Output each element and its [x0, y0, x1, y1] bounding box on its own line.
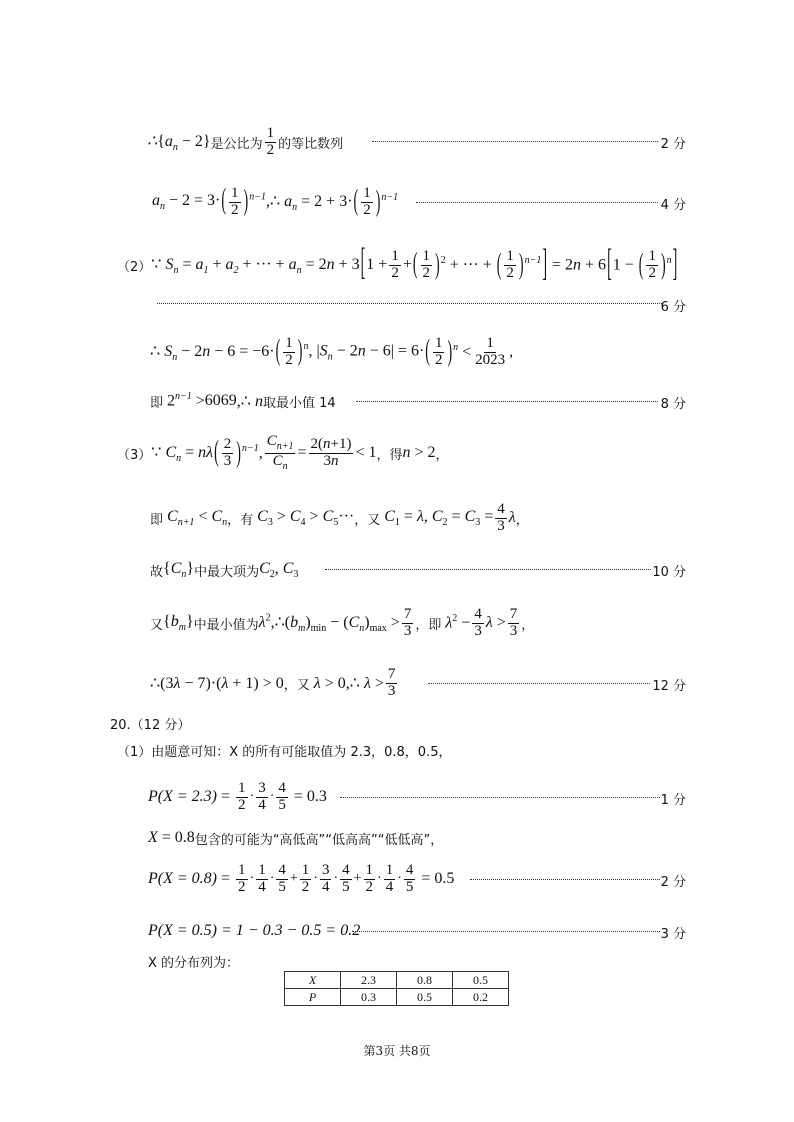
title-text: 20.（12 分）: [110, 717, 191, 733]
fraction-1-4: $\frac{1}{4}$: [385, 861, 394, 895]
comma: ,: [509, 343, 514, 360]
fraction-half: $\frac{1}{2}$: [285, 334, 293, 368]
prefix: 即: [150, 395, 164, 411]
fraction-4-5: $\frac{4}{5}$: [278, 861, 286, 895]
equals: =: [217, 788, 235, 805]
formula: $2^{n-1}$ >: [163, 391, 205, 410]
table-cell: P: [285, 989, 341, 1006]
fraction-4-3: $\frac{4}{3}$: [474, 605, 482, 639]
table-cell: 2.3: [341, 972, 397, 989]
statement-text: 是公比为: [210, 136, 263, 152]
formula: ,∴ n: [236, 393, 263, 410]
text: 中最大项为: [194, 564, 260, 580]
line-p-2-3: [148, 776, 327, 818]
line-sum-sn: [117, 240, 678, 290]
dot: ·: [249, 789, 255, 804]
fraction-1-2023: $\frac{1}{2023}$: [475, 334, 506, 368]
part-label: （2）: [117, 259, 152, 275]
formula: $\{C_n\}$: [163, 559, 195, 581]
fraction-half: $\frac{1}{2}$: [391, 247, 399, 281]
line-lambda-result: [150, 660, 399, 706]
fraction-2-3: $\frac{2}{3}$: [223, 435, 232, 469]
line-general-term: [152, 180, 398, 224]
fraction-half: $\frac{1}{2}$: [266, 124, 275, 158]
formula: )$^n$]: [660, 245, 678, 286]
dot: ·: [377, 871, 382, 886]
fraction-half: $\frac{1}{2}$: [434, 334, 443, 368]
prob-lhs: P(X = 0.8): [148, 870, 217, 887]
equals: =: [417, 870, 435, 887]
formula: ∵ $S_n = a_1 + a_2$ + ··· + $a_n = 2n + 3[1$ +: [151, 244, 388, 285]
line-min-n: [150, 388, 336, 414]
formula: $C_{n+1} < C_n$: [163, 507, 228, 529]
fraction-2n1-3n: $\frac{2(n+1)}{3n}$: [310, 435, 352, 469]
formula: $C_2$, $C_3$: [259, 559, 299, 581]
formula: $\therefore\{a_n - 2\}$: [147, 132, 211, 154]
equals: =: [289, 788, 307, 805]
line-cn-ratio: [117, 430, 449, 476]
tail-text: 取最小值 14: [262, 395, 336, 411]
end-comma: ，: [435, 447, 449, 463]
dotted-leader: [356, 401, 658, 402]
part-label: （3）: [117, 447, 152, 463]
fraction-1-4: $\frac{1}{4}$: [258, 861, 266, 895]
table-cell: 0.8: [397, 972, 453, 989]
fraction-7-3: $\frac{7}{3}$: [403, 605, 412, 639]
table-cell: 0.5: [397, 989, 453, 1006]
dotted-leader: [157, 303, 662, 304]
dot: ·: [313, 871, 318, 886]
score-mark: 8 分: [660, 397, 686, 412]
plus: +: [289, 871, 298, 886]
score-mark: 4 分: [660, 198, 686, 213]
distribution-label: [148, 950, 239, 972]
score-mark: 3 分: [660, 927, 686, 942]
formula: )$^{n-1}$] = 2n + 6[1 − (: [518, 245, 644, 286]
formula: $a_n - 2 = 3\cdot$(: [152, 185, 227, 217]
table-cell: 0.2: [453, 989, 509, 1006]
mid-text: ，即: [415, 617, 442, 633]
formula: )$^n$, $|S_n - 2n - 6| = 6\cdot$(: [297, 335, 430, 368]
formula: $C_3 > C_4 > C_5\cdot\cdot\cdot$: [253, 507, 355, 529]
formula: λ >: [485, 614, 506, 631]
line-bm-min: [150, 600, 534, 646]
score-mark: 2 分: [660, 137, 686, 152]
fraction-4-5: $\frac{4}{5}$: [405, 861, 414, 895]
fraction-half: $\frac{1}{2}$: [363, 184, 371, 218]
line-geometric-statement: [147, 122, 343, 162]
fraction-1-2: $\frac{1}{2}$: [238, 861, 246, 895]
fraction-4-5: $\frac{4}{5}$: [278, 779, 286, 813]
score-mark: 12 分: [652, 679, 686, 694]
dotted-leader: [352, 931, 660, 932]
question-20-title: [110, 712, 190, 734]
fraction-7-3: $\frac{7}{3}$: [509, 605, 518, 639]
dot: ·: [269, 871, 275, 886]
dotted-leader: [428, 683, 650, 684]
mid-text-2: ，又: [354, 512, 381, 528]
dot: ·: [269, 789, 275, 804]
fraction-7-3: $\frac{7}{3}$: [387, 665, 396, 699]
fraction-4-5: $\frac{4}{5}$: [342, 861, 350, 895]
table-row: [285, 972, 509, 989]
question-20-intro: [117, 738, 451, 762]
equals: =: [297, 444, 307, 461]
mid-text: ，又: [283, 677, 310, 693]
prefix: 故: [150, 564, 164, 580]
formula: +(: [402, 249, 418, 281]
score-mark: 2 分: [660, 875, 686, 890]
fraction-half: $\frac{1}{2}$: [506, 247, 514, 281]
fraction-3-4: $\frac{3}{4}$: [321, 861, 330, 895]
line-inequality: [150, 330, 513, 374]
formula: )$^{n-1}$: [375, 186, 399, 219]
mid-text: ，有: [227, 512, 254, 528]
tail-text: ，得: [376, 447, 403, 463]
table-cell: 0.3: [341, 989, 397, 1006]
score-mark: 6 分: [660, 300, 686, 315]
intro-text: （1）由题意可知：X 的所有可能取值为 2.3，0.8，0.5，: [117, 744, 452, 760]
note-text: 包含的可能为“高低高”“低高高”“低低高”，: [194, 832, 444, 848]
fraction-half: $\frac{1}{2}$: [231, 184, 239, 218]
statement-tail: 的等比数列: [278, 136, 344, 152]
line-p-0-8: [148, 858, 454, 900]
formula: $C_1 = \lambda$, $C_2 = C_3$ =: [380, 507, 494, 529]
end-comma: ，: [515, 512, 529, 528]
dotted-leader: [470, 879, 660, 880]
prob-lhs: P(X = 2.3): [148, 788, 217, 805]
prefix: 又: [150, 617, 164, 633]
plus: +: [353, 871, 362, 886]
dot: ·: [333, 871, 339, 886]
dotted-leader: [340, 797, 660, 798]
prob-expression: P(X = 0.5) = 1 − 0.3 − 0.5 = 0.2: [148, 922, 361, 939]
score-mark: 1 分: [660, 793, 686, 808]
prob-result: 0.5: [434, 870, 455, 887]
table-cell: X: [285, 972, 341, 989]
line-max-term: [150, 556, 298, 584]
fraction-half: $\frac{1}{2}$: [422, 247, 431, 281]
fraction-3-4: $\frac{3}{4}$: [258, 779, 266, 813]
line-x-0-8-note: [148, 826, 443, 850]
prob-result: 0.3: [306, 788, 327, 805]
dot: ·: [249, 871, 255, 886]
line-cn-order: [150, 496, 529, 540]
fraction-half: $\frac{1}{2}$: [648, 247, 656, 281]
formula: $\{b_m\}$: [163, 612, 194, 634]
fraction-1-2: $\frac{1}{2}$: [365, 861, 374, 895]
dotted-leader: [372, 141, 658, 142]
fraction-1-2: $\frac{1}{2}$: [301, 861, 310, 895]
lambda: λ: [508, 509, 516, 526]
fraction-4-3: $\frac{4}{3}$: [497, 500, 505, 534]
fraction-ratio: $\frac{C_{n+1}}{C_n}$: [266, 433, 294, 472]
dotted-leader: [325, 569, 651, 570]
formula: )$^{n-1}$,: [236, 437, 263, 470]
dot: ·: [397, 871, 402, 886]
line-p-0-5: [148, 918, 360, 944]
equals: =: [217, 870, 235, 887]
end-comma: ，: [521, 617, 535, 633]
formula: ∵ $C_n = n\lambda$(: [151, 437, 219, 469]
formula: )$^{n-1}$,∴ $a_n = 2 + 3\cdot$(: [243, 186, 359, 218]
formula: )$^2$ + ··· + (: [435, 249, 502, 282]
text: 中最小值为: [193, 617, 259, 633]
formula: )$^n$ <: [447, 336, 472, 369]
label-text: X 的分布列为：: [148, 955, 240, 971]
formula: $\lambda^2$ −: [441, 613, 471, 632]
score-mark: 10 分: [652, 565, 686, 580]
prefix: 即: [150, 512, 164, 528]
formula: n > 2: [402, 444, 436, 461]
formula: λ > 0,∴ λ >: [309, 675, 384, 692]
table-row: [285, 989, 509, 1006]
formula: $\lambda^2,\therefore(b_m)_{min} - (C_n)_{max}$ >: [258, 612, 400, 635]
value: 6069: [204, 392, 237, 409]
page-footer: 第3页 共8页: [363, 1044, 431, 1058]
formula: ∴(3λ − 7)·(λ + 1) > 0: [150, 675, 284, 692]
table-cell: 0.5: [453, 972, 509, 989]
distribution-table: [284, 971, 509, 1006]
lt-one: < 1: [355, 444, 377, 461]
dotted-leader: [416, 202, 658, 203]
fraction-1-2: $\frac{1}{2}$: [238, 779, 246, 813]
formula: ∴ $S_n - 2n - 6 = -6\cdot$(: [150, 336, 281, 368]
formula: X = 0.8: [148, 829, 195, 846]
